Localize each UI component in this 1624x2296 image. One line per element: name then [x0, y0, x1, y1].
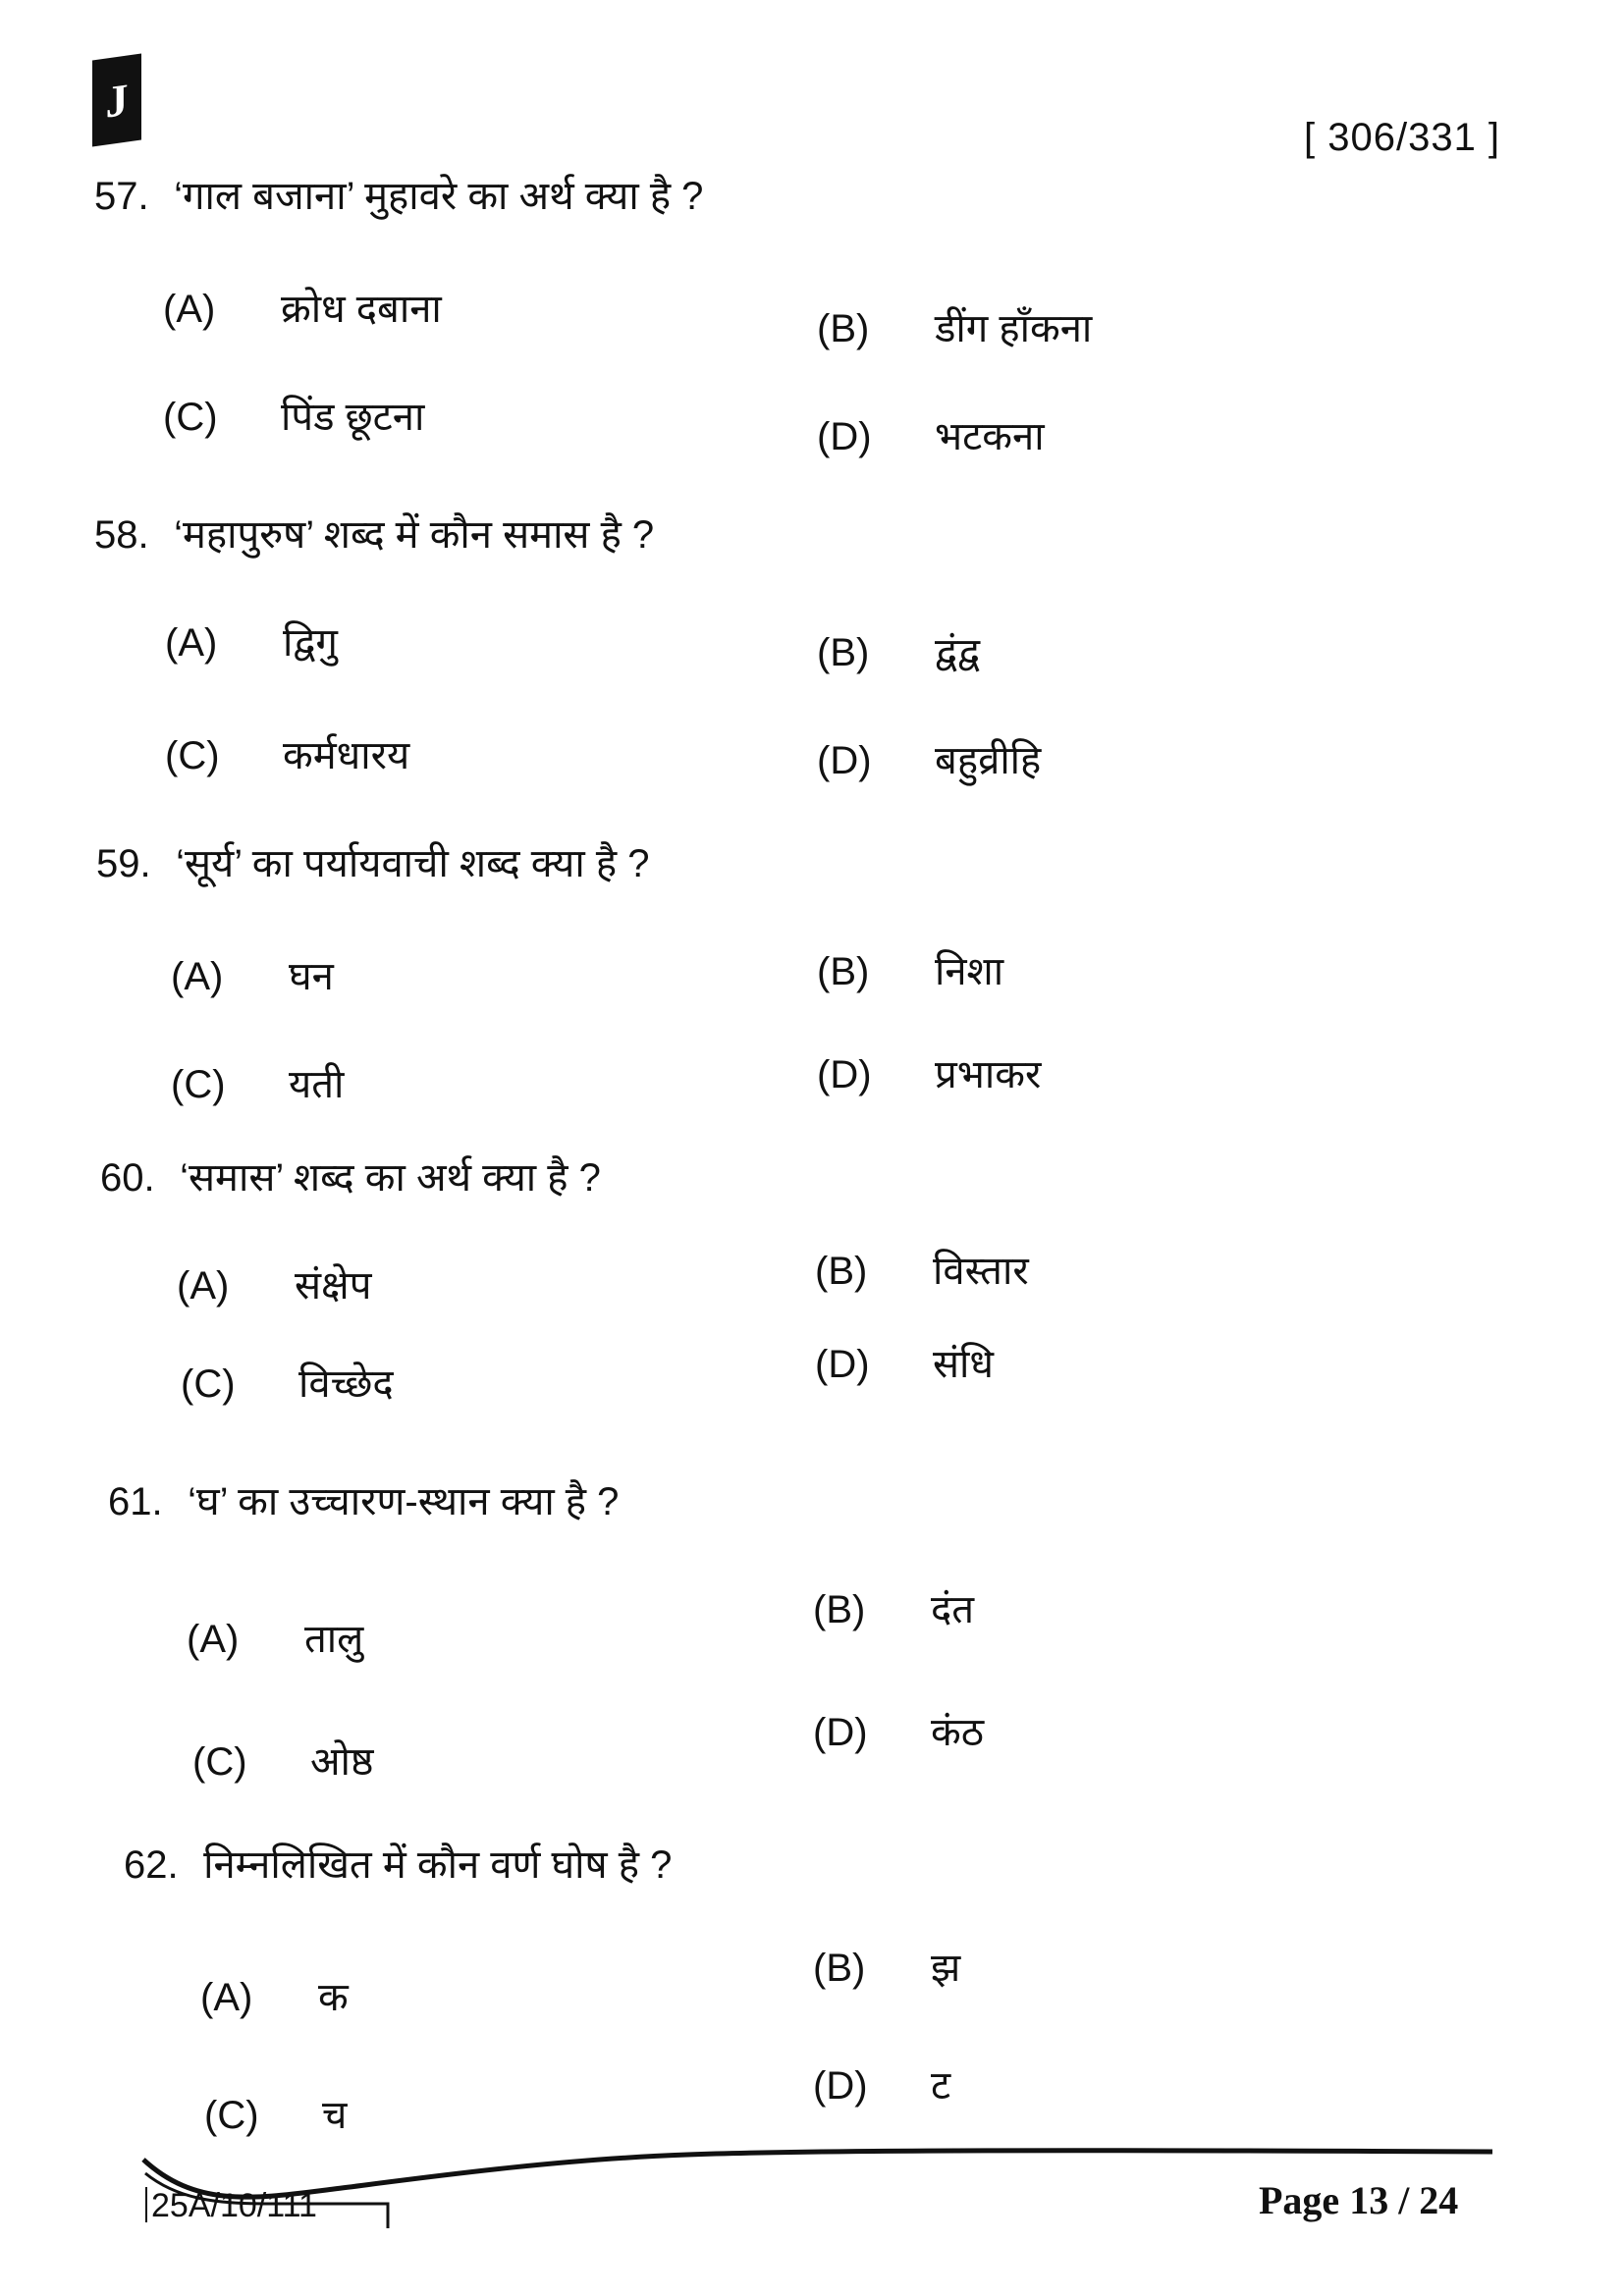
- question-text: निम्नलिखित में कौन वर्ण घोष है ?: [203, 1843, 673, 1887]
- option-text: यती: [289, 1063, 345, 1106]
- option-text: क्रोध दबाना: [281, 288, 442, 331]
- option-text: च: [322, 2094, 348, 2137]
- question-text: ‘महापुरुष’ शब्द में कौन समास है ?: [174, 513, 655, 557]
- option-label: (A): [165, 621, 218, 665]
- option-text: संधि: [933, 1343, 994, 1386]
- question-number: 60.: [100, 1156, 155, 1200]
- option-label: (C): [181, 1362, 236, 1406]
- question-text: ‘समास’ शब्द का अर्थ क्या है ?: [180, 1156, 601, 1200]
- option-text: घन: [289, 955, 334, 998]
- option-label: (B): [813, 1947, 866, 1990]
- question-number: 61.: [108, 1480, 163, 1523]
- option-text: ओष्ठ: [310, 1740, 374, 1784]
- option-text: विच्छेद: [298, 1362, 394, 1406]
- option-text: कर्मधारय: [283, 734, 410, 777]
- page-number: Page 13 / 24: [1259, 2178, 1459, 2222]
- option-text: संक्षेप: [295, 1264, 372, 1308]
- option-text: प्रभाकर: [935, 1053, 1042, 1096]
- question-number: 58.: [94, 513, 149, 557]
- option-label: (B): [817, 307, 870, 350]
- set-badge: J: [92, 53, 141, 146]
- option-text: पिंड छूटना: [281, 396, 425, 439]
- question-number: 57.: [94, 175, 149, 218]
- option-label: (D): [817, 739, 872, 782]
- option-label: (C): [171, 1063, 226, 1106]
- option-text: दंत: [931, 1588, 975, 1631]
- option-label: (D): [813, 2064, 868, 2108]
- option-label: (B): [813, 1588, 866, 1631]
- question-number: 59.: [96, 842, 151, 885]
- option-text: भटकना: [935, 415, 1045, 458]
- option-label: (D): [815, 1343, 870, 1386]
- option-label: (B): [817, 631, 870, 674]
- option-label: (C): [163, 396, 218, 439]
- option-label: (A): [187, 1618, 240, 1661]
- option-text: द्विगु: [283, 621, 338, 665]
- option-text: क: [318, 1976, 349, 2019]
- option-text: कंठ: [931, 1711, 984, 1754]
- question-text: ‘गाल बजाना’ मुहावरे का अर्थ क्या है ?: [174, 175, 704, 218]
- option-label: (A): [171, 955, 224, 998]
- option-text: बहुव्रीहि: [935, 739, 1042, 782]
- option-label: (A): [163, 288, 216, 331]
- option-text: निशा: [935, 950, 1004, 993]
- option-label: (B): [817, 950, 870, 993]
- option-text: विस्तार: [933, 1250, 1029, 1293]
- option-label: (C): [204, 2094, 259, 2137]
- option-label: (C): [192, 1740, 247, 1784]
- paper-code: [ 306/331 ]: [1304, 116, 1501, 159]
- option-label: (D): [817, 1053, 872, 1096]
- question-text: ‘घ’ का उच्चारण-स्थान क्या है ?: [188, 1480, 620, 1523]
- option-label: (C): [165, 734, 220, 777]
- question-number: 62.: [124, 1843, 179, 1887]
- option-label: (B): [815, 1250, 868, 1293]
- option-text: ट: [931, 2064, 951, 2108]
- option-label: (D): [817, 415, 872, 458]
- option-text: तालु: [304, 1618, 364, 1661]
- option-text: डींग हाँकना: [935, 307, 1093, 350]
- booklet-code: 25A/10/111: [145, 2187, 317, 2222]
- option-text: झ: [931, 1947, 961, 1990]
- option-label: (A): [177, 1264, 230, 1308]
- option-text: द्वंद्व: [935, 631, 980, 674]
- question-text: ‘सूर्य’ का पर्यायवाची शब्द क्या है ?: [176, 842, 650, 885]
- option-label: (D): [813, 1711, 868, 1754]
- option-label: (A): [200, 1976, 253, 2019]
